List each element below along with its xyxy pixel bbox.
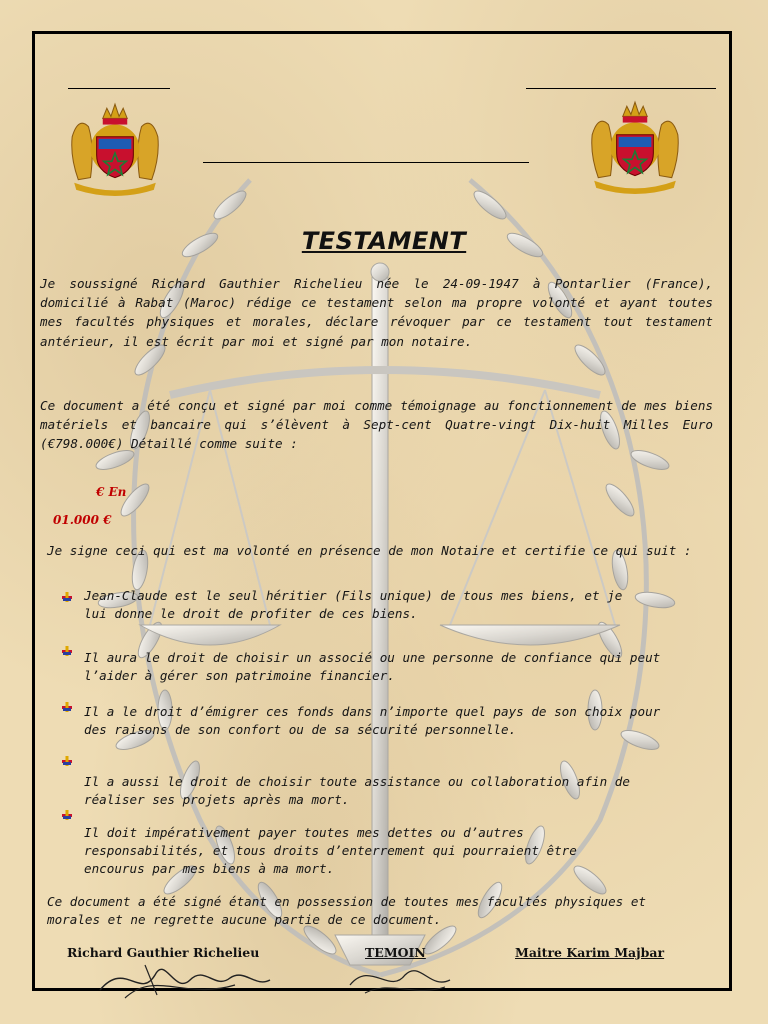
- bullet-item-2: Il aura le droit de choisir un associé ou une personne de confiance qui peut l’aider à gérer son patrimoine financier.: [84, 650, 661, 683]
- coat-of-arms-left-emblem: [64, 96, 166, 198]
- bullet-item-4: Il a aussi le droit de choisir toute assistance ou collaboration afin de réaliser ses projets après ma mort.: [84, 774, 630, 807]
- witness-handwritten-signature: [345, 955, 455, 1000]
- testator-handwritten-signature: [95, 950, 275, 1005]
- bullet-icon: [62, 646, 72, 656]
- testator-name: Richard Gauthier Richelieu: [67, 945, 260, 960]
- assets-paragraph: Ce document a été conçu et signé par moi comme témoignage au fonctionnement de mes biens matériels et bancaire qui s’élèvent à Sept-cent Quatre-vingt Dix-huit Milles Euro (€798.000€) Détaillé comme suite :: [40, 398, 713, 452]
- bullet-item-5: Il doit impérativement payer toutes mes dettes ou d’autres responsabilités, et tous droits d’enterrement qui pourraient être encourus par mes biens à ma mort.: [84, 825, 577, 876]
- coat-of-arms-right-emblem: [584, 94, 686, 196]
- bullet-icon: [62, 592, 72, 602]
- header-rule-right: [526, 88, 716, 89]
- closing-paragraph: Ce document a été signé étant en possession de toutes mes facultés physiques et morales et ne regrette aucune partie de ce document.: [47, 894, 646, 927]
- bullet-icon: [62, 702, 72, 712]
- notary-name: Maitre Karim Majbar: [515, 945, 665, 960]
- bullet-icon: [62, 756, 72, 766]
- bullet-item-1: Jean-Claude est le seul héritier (Fils unique) de tous mes biens, et je lui donne le droit de profiter de ces biens.: [84, 588, 623, 621]
- bullet-item-3: Il a le droit d’émigrer ces fonds dans n’importe quel pays de son choix pour des raisons de son confort ou de sa sécurité personnelle.: [84, 704, 661, 737]
- bullet-icon: [62, 810, 72, 820]
- document-title: TESTAMENT: [301, 227, 467, 255]
- declaration-paragraph: Je signe ceci qui est ma volonté en présence de mon Notaire et certifie ce qui suit :: [47, 543, 692, 558]
- intro-paragraph: Je soussigné Richard Gauthier Richelieu née le 24-09-1947 à Pontarlier (France), domicilié à Rabat (Maroc) rédige ce testament selon ma propre volonté et ayant toutes mes facultés physiques et morales, déclare révoquer par ce testament tout testament antérieur, il est écrit par moi et signé par mon notaire.: [40, 276, 713, 349]
- detail-line-1: € En: [96, 485, 127, 499]
- header-rule-center: [203, 162, 529, 163]
- witness-label: TEMOIN: [365, 945, 426, 960]
- header-rule-left: [68, 88, 170, 89]
- detail-line-2: 01.000 €: [53, 513, 112, 527]
